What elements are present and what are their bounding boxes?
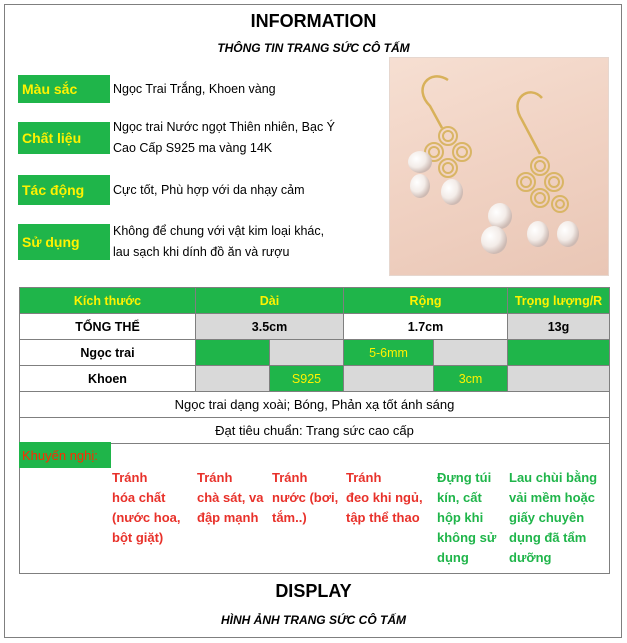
recommendation-line: Tránh	[197, 470, 233, 485]
recommendation-line: hóa chất	[112, 490, 166, 505]
note-cell: Đạt tiêu chuẩn: Trang sức cao cấp	[20, 418, 610, 444]
row-label: TỔNG THỂ	[20, 314, 196, 340]
recommendation-line: tập thể thao	[346, 510, 420, 525]
recommendation-line: Tránh	[272, 470, 308, 485]
recommendation-line: Tránh	[346, 470, 382, 485]
info-value-usage	[113, 221, 343, 263]
recommendation-line: dụng	[437, 550, 469, 565]
recommendation-label: Khuyến nghị:	[19, 442, 111, 468]
recommendation-line: Lau chùi bằng	[509, 470, 598, 485]
info-value-line: lau sạch khi dính đồ ăn và rượu	[113, 245, 290, 259]
table-row	[20, 314, 610, 340]
recommendation-line: đeo khi ngủ,	[346, 490, 423, 505]
display-subtitle: HÌNH ẢNH TRANG SỨC CÔ TẤM	[220, 613, 407, 627]
pearl-earrings-illustration	[390, 58, 609, 276]
recommendation-line: dụng đã tẩm	[509, 530, 587, 545]
recommendation-line: tắm..)	[272, 510, 307, 525]
table-cell	[196, 366, 270, 392]
table-cell	[196, 340, 270, 366]
info-value-line: Không để chung với vật kim loại khác,	[113, 224, 325, 238]
table-cell: 1.7cm	[344, 314, 508, 340]
recommendation-item	[346, 468, 423, 528]
column-header: Kích thước	[20, 288, 196, 314]
recommendation-item	[437, 468, 496, 568]
info-value-line: Ngọc trai Nước ngọt Thiên nhiên, Bạc Ý	[113, 120, 336, 134]
recommendation-line: chà sát, va	[197, 490, 264, 505]
table-cell: 13g	[508, 314, 610, 340]
table-cell: 5-6mm	[344, 340, 434, 366]
table-cell	[434, 340, 508, 366]
recommendation-item	[509, 468, 597, 568]
recommendation-item	[272, 468, 338, 528]
info-value-effect	[113, 180, 343, 201]
table-cell: 3cm	[434, 366, 508, 392]
column-header: Trọng lượng/R	[508, 288, 610, 314]
recommendation-line: (nước hoa,	[112, 510, 181, 525]
recommendation-item	[197, 468, 264, 528]
info-label-usage: Sử dụng	[18, 224, 110, 260]
table-row	[20, 392, 610, 418]
table-cell	[344, 366, 434, 392]
earring-photo	[389, 57, 609, 276]
table-cell	[508, 366, 610, 392]
table-cell	[270, 340, 344, 366]
info-value-material	[113, 117, 343, 159]
column-header: Dài	[196, 288, 344, 314]
recommendation-line: không sử	[437, 530, 497, 545]
recommendation-line: vải mềm hoặc	[509, 490, 595, 505]
column-header: Rộng	[344, 288, 508, 314]
table-cell	[508, 340, 610, 366]
recommendation-line: giấy chuyên	[509, 510, 585, 525]
recommendation-line: Đựng túi	[437, 470, 492, 485]
table-header-row	[20, 288, 610, 314]
row-label: Khoen	[20, 366, 196, 392]
recommendation-line: Tránh	[112, 470, 148, 485]
row-label: Ngọc trai	[20, 340, 196, 366]
display-title: DISPLAY	[275, 581, 352, 601]
table-row	[20, 418, 610, 444]
info-value-line: Ngọc Trai Trắng, Khoen vàng	[113, 82, 276, 96]
recommendation-line: bột giặt)	[112, 530, 164, 545]
info-value-color	[113, 79, 343, 100]
page-title: INFORMATION	[250, 11, 377, 31]
info-label-effect: Tác động	[18, 175, 110, 205]
table-row	[20, 366, 610, 392]
recommendation-line: dưỡng	[509, 550, 552, 565]
recommendation-item	[112, 468, 181, 548]
page-subtitle: THÔNG TIN TRANG SỨC CÔ TẤM	[217, 41, 410, 55]
info-value-line: Cực tốt, Phù hợp với da nhạy cảm	[113, 183, 305, 197]
recommendation-line: đập mạnh	[197, 510, 259, 525]
info-label-color: Màu sắc	[18, 75, 110, 103]
recommendation-line: kín, cất	[437, 490, 482, 505]
recommendation-line: hộp khi	[437, 510, 484, 525]
table-cell: S925	[270, 366, 344, 392]
info-label-material: Chất liệu	[18, 122, 110, 154]
info-value-line: Cao Cấp S925 ma vàng 14K	[113, 141, 273, 155]
recommendation-line: nước (bơi,	[272, 490, 339, 505]
table-cell: 3.5cm	[196, 314, 344, 340]
table-row	[20, 340, 610, 366]
note-cell: Ngọc trai dạng xoài; Bóng, Phản xạ tốt ánh sáng	[20, 392, 610, 418]
